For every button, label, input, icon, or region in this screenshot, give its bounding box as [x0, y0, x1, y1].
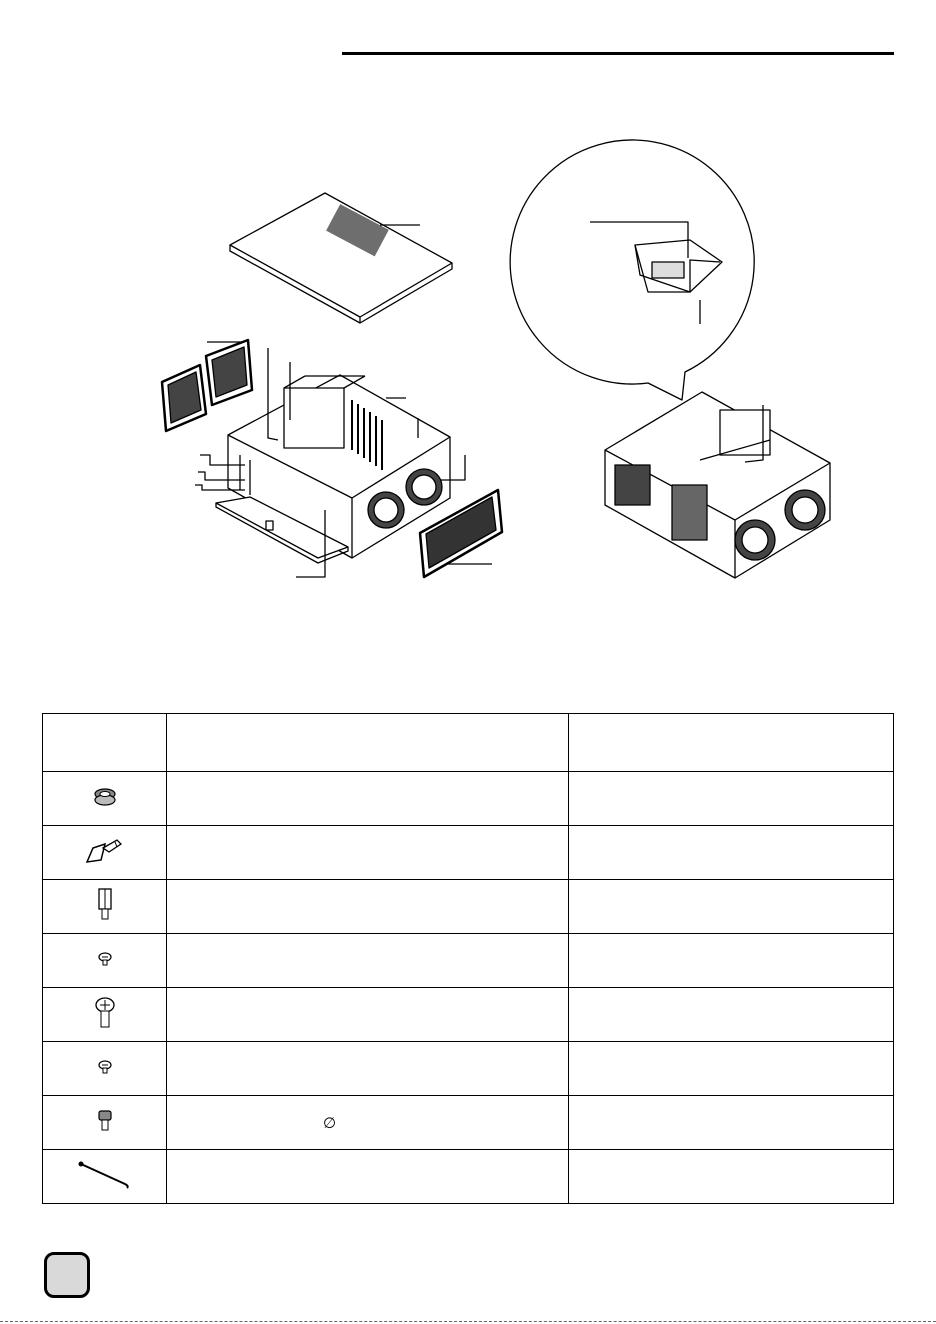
table-row: [43, 1042, 894, 1096]
grommet-icon: [43, 772, 167, 826]
cable-tie-icon: [43, 1150, 167, 1204]
quantity-cell: [569, 772, 894, 826]
table-row: [43, 772, 894, 826]
small-screw-icon: [43, 1042, 167, 1096]
thumb-screw-icon: [43, 1096, 167, 1150]
description-cell: [167, 772, 569, 826]
quantity-cell: [569, 880, 894, 934]
quantity-cell: [569, 988, 894, 1042]
standoff-icon: [43, 880, 167, 934]
table-row: [43, 934, 894, 988]
table-row: [43, 826, 894, 880]
table-row: [43, 880, 894, 934]
quantity-cell: [569, 1042, 894, 1096]
parts-table: [42, 713, 894, 1204]
header-quantity-cell: [569, 714, 894, 772]
front-door: [216, 497, 348, 563]
small-screw-icon: [43, 934, 167, 988]
table-row: [43, 988, 894, 1042]
quantity-cell: [569, 826, 894, 880]
page-number-badge: [44, 1252, 90, 1298]
page-bottom-rule: [0, 1321, 936, 1322]
header-icon-cell: [43, 714, 167, 772]
top-cover: [230, 193, 452, 323]
description-cell: [167, 988, 569, 1042]
description-cell: [167, 880, 569, 934]
quantity-cell: [569, 1096, 894, 1150]
description-cell: [167, 826, 569, 880]
description-cell: [167, 1150, 569, 1204]
case-exploded-diagram: [0, 130, 936, 600]
description-cell: [167, 1042, 569, 1096]
description-cell: [167, 1096, 569, 1150]
large-screw-icon: [43, 988, 167, 1042]
key-icon: [43, 826, 167, 880]
description-cell: [167, 934, 569, 988]
header-rule: [342, 52, 894, 55]
rear-fan-right: [206, 340, 252, 405]
table-row: [43, 1096, 894, 1150]
main-chassis: [228, 375, 450, 558]
rear-fan-left: [162, 365, 206, 431]
header-description-cell: [167, 714, 569, 772]
table-row: [43, 1150, 894, 1204]
table-header-row: [43, 714, 894, 772]
diameter-symbol: ∅: [323, 1113, 337, 1132]
detail-callout: [510, 140, 754, 400]
assembled-case: [605, 392, 830, 578]
quantity-cell: [569, 1150, 894, 1204]
quantity-cell: [569, 934, 894, 988]
